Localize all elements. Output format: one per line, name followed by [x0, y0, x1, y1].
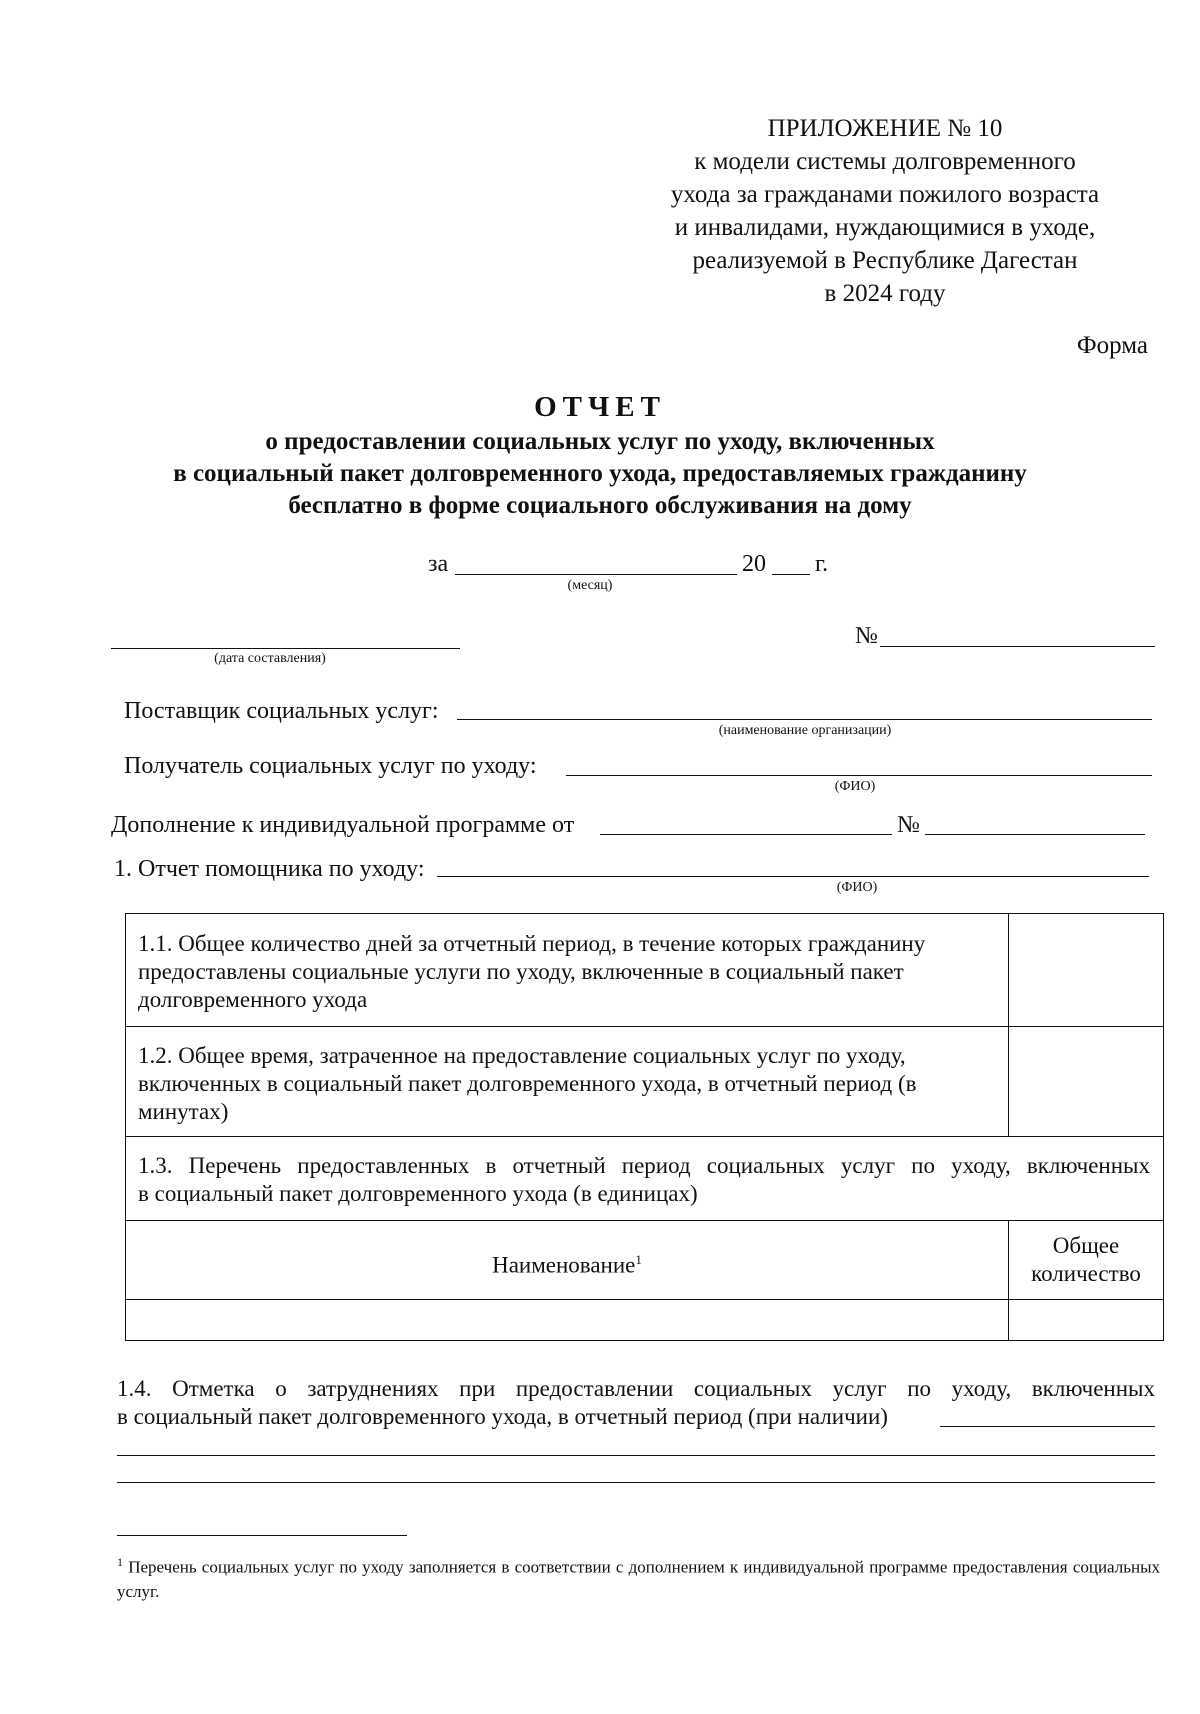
service-name-cell[interactable]	[126, 1301, 1007, 1339]
year-field[interactable]	[772, 574, 810, 575]
difficulties-line-cont: в социальный пакет долговременного ухода, в отчетный период (при наличии)	[117, 1404, 888, 1429]
assistant-label: 1. Отчет помощника по уходу:	[114, 856, 425, 882]
column-header-total	[1009, 1232, 1163, 1288]
time-value-cell[interactable]	[1009, 1027, 1163, 1135]
supplement-number-sign: №	[897, 812, 920, 838]
footnote-reference: 1	[635, 1252, 642, 1267]
column-header-name-text: Наименование	[492, 1252, 636, 1278]
recipient-caption: (ФИО)	[834, 779, 876, 794]
table-row-list-cont: в социальный пакет долговременного ухода (в единицах)	[138, 1181, 698, 1206]
service-total-cell[interactable]	[1009, 1301, 1163, 1339]
date-field[interactable]	[111, 648, 460, 649]
days-value-cell[interactable]	[1009, 914, 1163, 1025]
year-prefix: 20	[742, 551, 766, 577]
form-label: Форма	[1076, 332, 1148, 359]
appendix-title: ПРИЛОЖЕНИЕ № 10	[767, 115, 1003, 142]
appendix-line: ухода за гражданами пожилого возраста	[670, 181, 1100, 208]
month-field[interactable]	[455, 574, 737, 575]
appendix-line: к модели системы долговременного	[694, 148, 1076, 175]
table-row-days: 1.1. Общее количество дней за отчетный период, в течение которых гражданину предоставлены социальные услуги по уходу, включенные в социальный пакет долговременного ухода	[138, 931, 926, 1012]
appendix-line: реализуемой в Республике Дагестан	[692, 247, 1078, 274]
difficulties-field-line[interactable]	[117, 1482, 1155, 1483]
year-suffix: г.	[815, 551, 829, 577]
footnote	[117, 1550, 1160, 1604]
difficulties-line: 1.4. Отметка о затруднениях при предоставлении социальных услуг по уходу, включенных	[117, 1376, 1155, 1401]
period-za: за	[428, 551, 449, 577]
provider-caption: (наименование организации)	[718, 723, 892, 738]
date-caption: (дата составления)	[214, 651, 326, 666]
supplement-date-field[interactable]	[600, 834, 892, 835]
report-title-line: в социальный пакет долговременного ухода, предоставляемых гражданину	[173, 460, 1027, 487]
provider-field[interactable]	[457, 719, 1152, 720]
column-header-total-line: Общее	[1052, 1233, 1120, 1258]
assistant-caption: (ФИО)	[836, 880, 878, 895]
difficulties-field-line[interactable]	[117, 1455, 1155, 1456]
appendix-line: и инвалидами, нуждающимися в уходе,	[674, 214, 1096, 241]
assistant-field[interactable]	[437, 876, 1149, 877]
report-title-main: ОТЧЕТ	[534, 391, 666, 423]
appendix-line: в 2024 году	[824, 280, 946, 307]
supplement-label: Дополнение к индивидуальной программе от	[111, 812, 575, 838]
footnote-mark: 1	[117, 1555, 123, 1569]
column-header-name	[126, 1246, 1008, 1280]
table-divider	[126, 1136, 1163, 1137]
report-title	[100, 388, 1100, 522]
number-field[interactable]	[880, 646, 1155, 647]
recipient-label: Получатель социальных услуг по уходу:	[124, 753, 537, 779]
report-title-line: бесплатно в форме социального обслуживания на дому	[288, 492, 912, 519]
number-sign: №	[855, 623, 878, 649]
report-title-line: о предоставлении социальных услуг по уходу, включенных	[265, 428, 935, 455]
column-header-total-line: количество	[1031, 1261, 1141, 1286]
appendix-header	[600, 112, 1170, 310]
provider-label: Поставщик социальных услуг:	[124, 698, 439, 724]
footnote-text: Перечень социальных услуг по уходу заполняется в соответствии с дополнением к индивидуальной программе предоставления социальных услуг.	[117, 1557, 1161, 1601]
report-table	[125, 913, 1164, 1341]
footnote-rule	[117, 1535, 407, 1536]
recipient-field[interactable]	[566, 775, 1152, 776]
table-row-list: 1.3. Перечень предоставленных в отчетный период социальных услуг по уходу, включенных	[138, 1153, 1150, 1178]
table-row-time: 1.2. Общее время, затраченное на предоставление социальных услуг по уходу, включенных в социальный пакет долговременного ухода, в отчетный период (в минутах)	[138, 1043, 917, 1124]
month-caption: (месяц)	[567, 578, 613, 593]
difficulties-field[interactable]	[940, 1426, 1155, 1427]
supplement-number-field[interactable]	[925, 834, 1145, 835]
